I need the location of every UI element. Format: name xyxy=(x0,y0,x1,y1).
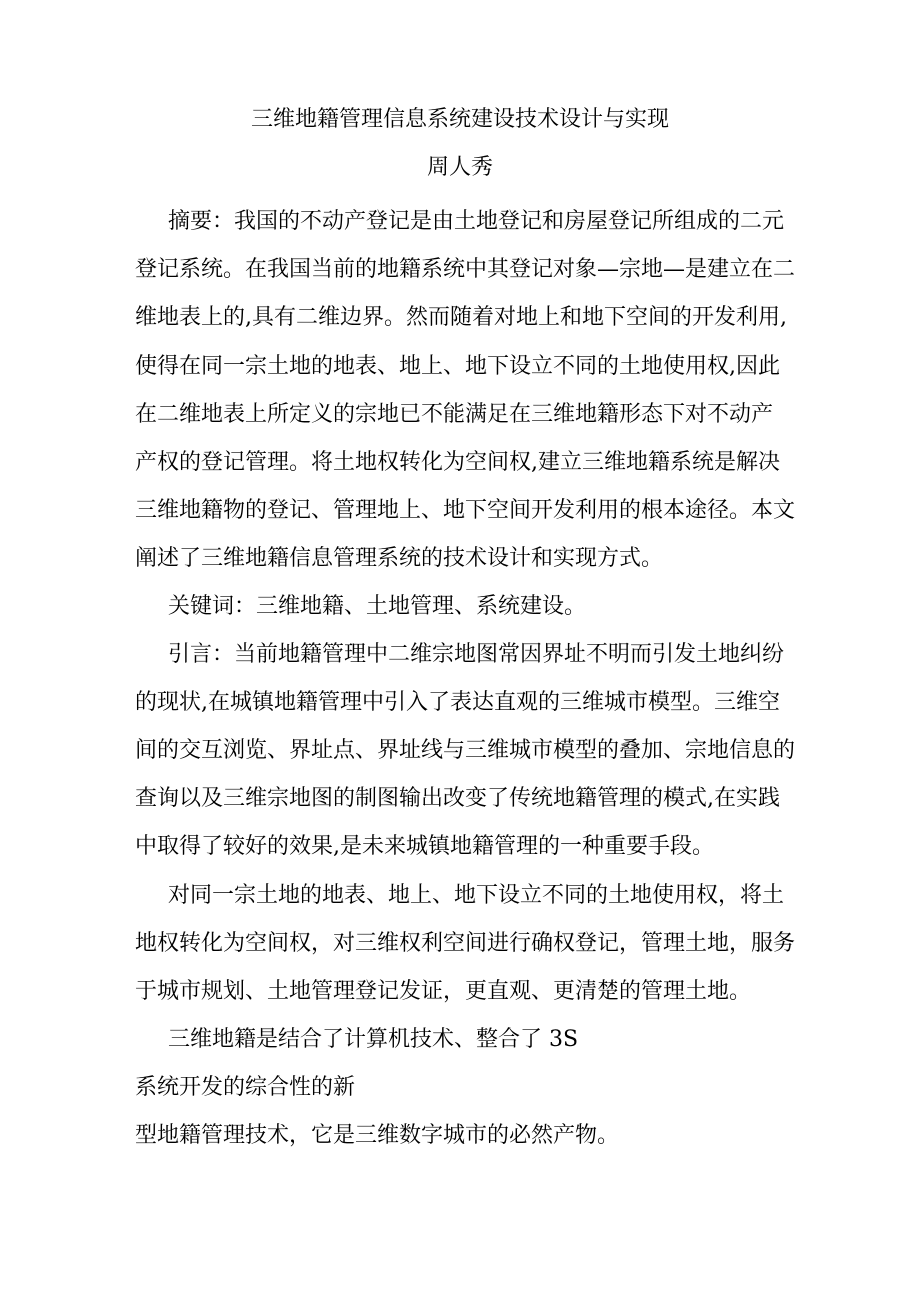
keywords-line: 关键词：三维地籍、土地管理、系统建设。 xyxy=(168,594,587,619)
intro-line: 引言：当前地籍管理中二维宗地图常因界址不明而引发土地纠纷 xyxy=(168,642,785,667)
abstract-line: 使得在同一宗土地的地表、地上、地下设立不同的土地使用权,因此 xyxy=(135,354,780,379)
body-line: 系统开发的综合性的新 xyxy=(135,1075,356,1100)
body-line: 于城市规划、土地管理登记发证，更直观、更清楚的管理土地。 xyxy=(135,979,752,1004)
intro-line: 中取得了较好的效果,是未来城镇地籍管理的一种重要手段。 xyxy=(135,834,714,859)
body-line: 地权转化为空间权，对三维权利空间进行确权登记，管理土地，服务 xyxy=(135,931,796,956)
abstract-line: 维地表上的,具有二维边界。然而随着对地上和地下空间的开发利用, xyxy=(135,305,787,330)
abstract-line: 摘要：我国的不动产登记是由土地登记和房屋登记所组成的二元 xyxy=(168,209,785,234)
intro-line: 查询以及三维宗地图的制图输出改变了传统地籍管理的模式,在实践 xyxy=(135,786,780,811)
author-name: 周人秀 xyxy=(426,155,493,180)
body-line: 三维地籍是结合了计算机技术、整合了 3S xyxy=(168,1027,579,1052)
body-line: 对同一宗土地的地表、地上、地下设立不同的土地使用权，将土 xyxy=(168,883,785,908)
abstract-line: 登记系统。在我国当前的地籍系统中其登记对象—宗地—是建立在二 xyxy=(135,257,796,282)
body-line: 型地籍管理技术，它是三维数字城市的必然产物。 xyxy=(135,1123,620,1148)
intro-line: 的现状,在城镇地籍管理中引入了表达直观的三维城市模型。三维空 xyxy=(135,690,780,715)
abstract-line: 在二维地表上所定义的宗地已不能满足在三维地籍形态下对不动产 xyxy=(135,402,774,427)
intro-line: 间的交互浏览、界址点、界址线与三维城市模型的叠加、宗地信息的 xyxy=(135,738,796,763)
abstract-line: 产权的登记管理。将土地权转化为空间权,建立三维地籍系统是解决 xyxy=(135,450,780,475)
abstract-line: 三维地籍物的登记、管理地上、地下空间开发利用的根本途径。本文 xyxy=(135,498,796,523)
abstract-line: 阐述了三维地籍信息管理系统的技术设计和实现方式。 xyxy=(135,546,664,571)
document-title: 三维地籍管理信息系统建设技术设计与实现 xyxy=(250,107,669,132)
